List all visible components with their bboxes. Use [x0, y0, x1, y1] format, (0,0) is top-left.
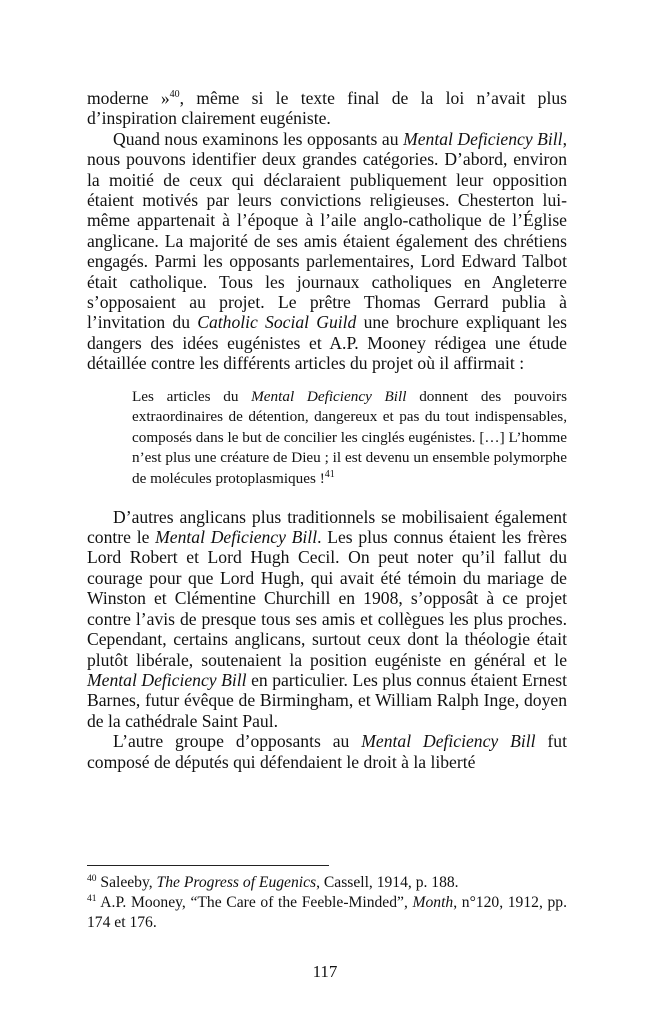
- footnotes: [87, 873, 567, 933]
- footnote-40: $^{40}$ Saleeby, The Progress of Eugenics, Cassell, 1914, p. 188.: [87, 873, 459, 891]
- paragraph-continuation: moderne »$^{40}$, même si le texte final de la loi n’avait plus d’inspiration clairement eugéniste.: [87, 88, 567, 129]
- footnote-ref-40[interactable]: 40: [169, 89, 180, 101]
- footnote-41: $^{41}$ A.P. Mooney, “The Care of the Feeble-Minded”, Month, n°120, 1912, pp. 174 et 176.: [87, 893, 567, 931]
- page-number: 117: [312, 962, 338, 981]
- paragraph-anglicans: D’autres anglicans plus traditionnels se mobilisaient également contre le Mental Deficiency Bill. Les plus connus étaient les frères Lord Robert et Lord Hugh Cecil. On peut noter qu’il fallut du courage pour que Lord Hugh, qui avait été témoin du mariage de Winston et Clémentine Churchill en 1908, s’opposât à ce projet contre l’avis de presque tous ses amis et collègues les plus proches. Cependant, certains anglicans, surtout ceux dont la théologie était plutôt libérale, soutenaient la position eugéniste en général et le Mental Deficiency Bill en particulier. Les plus connus étaient Ernest Barnes, futur évêque de Birmingham, et William Ralph Inge, doyen de la cathédrale Saint Paul.: [87, 506, 567, 731]
- page-body: [87, 88, 567, 772]
- block-quote: Les articles du Mental Deficiency Bill donnent des pouvoirs extraordinaires de détention, dangereux et pas du tout indispensables, composés dans le but de concilier les cinglés eugénistes. […] L’homme n’est plus une créature de Dieu ; il est devenu un ensemble polymorphe de molécules protoplasmiques !$^{41}$: [132, 387, 567, 488]
- footnote-ref-41[interactable]: 41: [324, 469, 335, 480]
- paragraph-autre-groupe: L’autre groupe d’opposants au Mental Deficiency Bill fut composé de députés qui défendaient le droit à la liberté: [87, 731, 567, 772]
- footnote-divider: [87, 865, 329, 866]
- paragraph-opposants: Quand nous examinons les opposants au Mental Deficiency Bill, nous pouvons identifier deux grandes catégories. D’abord, environ la moitié de ceux qui déclaraient publiquement leur opposition étaient motivés par leurs convictions religieuses. Chesterton lui-même appartenait à l’époque à l’aile anglo-catholique de l’Église anglicane. La majorité de ses amis étaient également des chrétiens engagés. Parmi les opposants parlementaires, Lord Edward Talbot était catholique. Tous les journaux catholiques en Angleterre s’opposaient au projet. Le prêtre Thomas Gerrard publia à l’invitation du Catholic Social Guild une brochure expliquant les dangers des idées eugénistes et A.P. Mooney rédigea une étude détaillée contre les différents articles du projet où il affirmait :: [87, 128, 567, 374]
